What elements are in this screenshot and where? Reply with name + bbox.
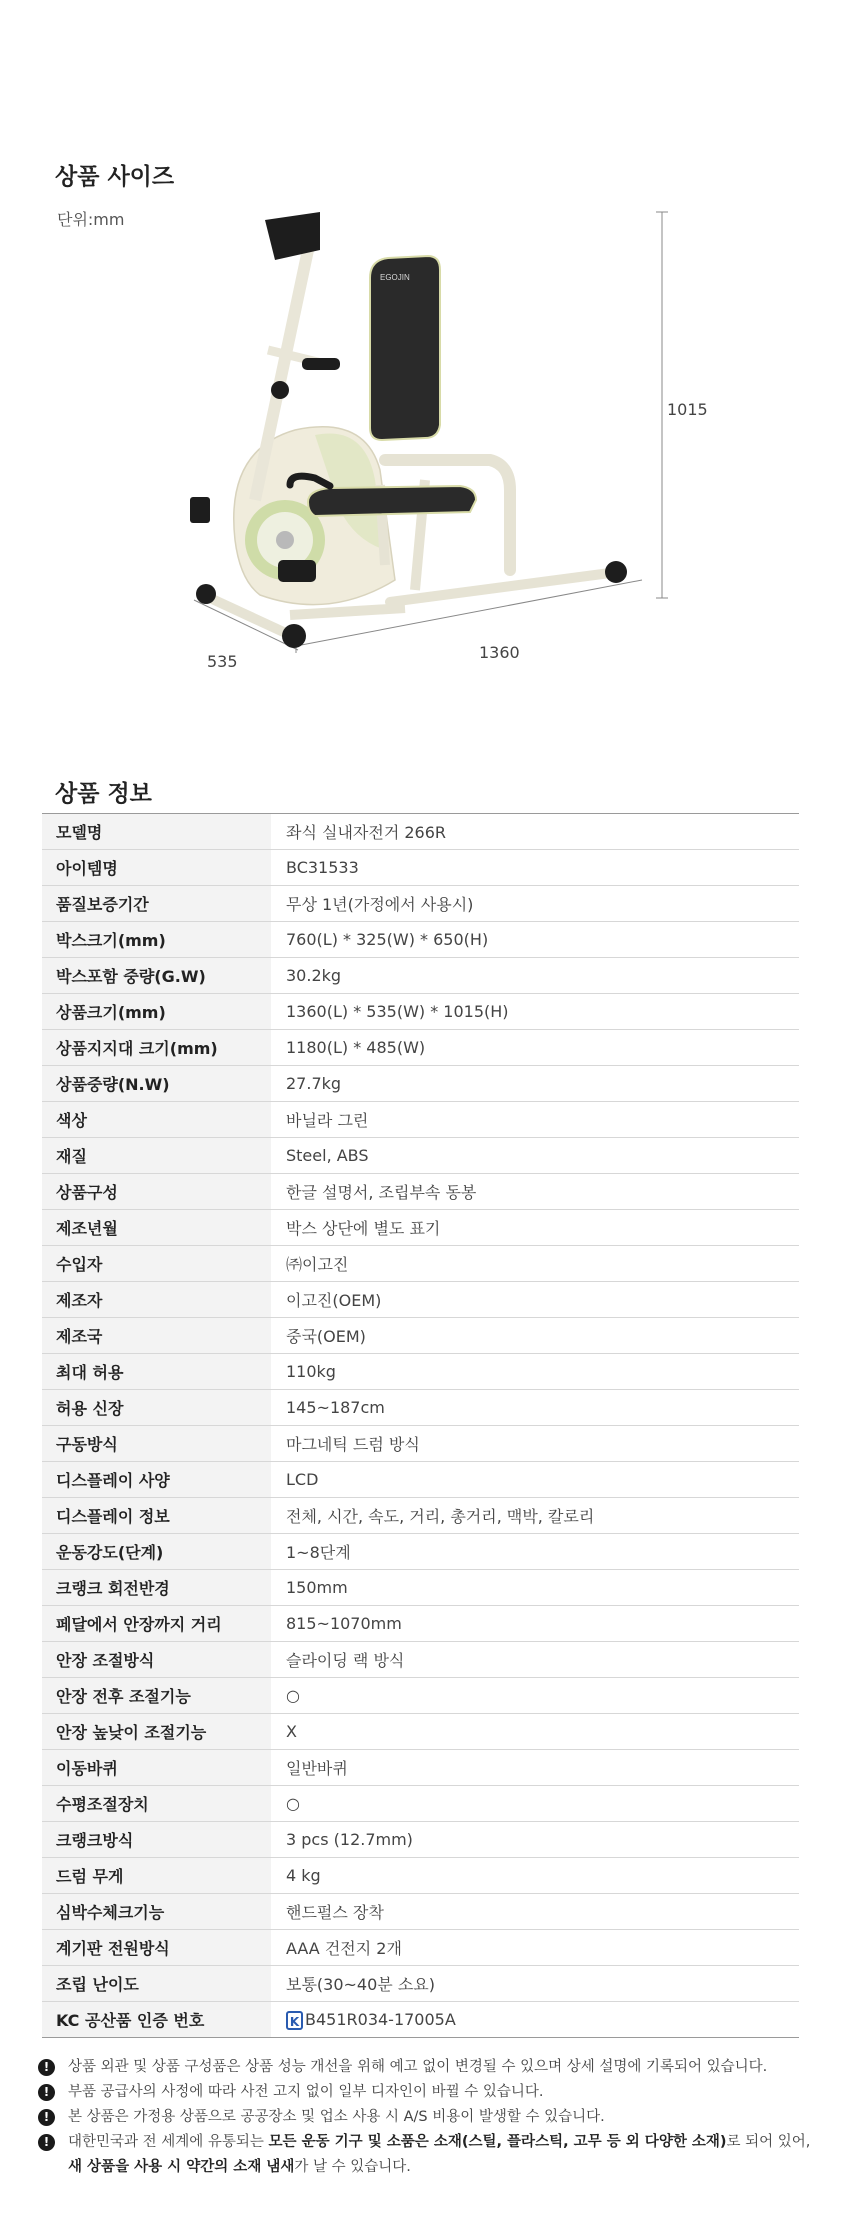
spec-label: 심박수체크기능: [42, 1894, 271, 1930]
backrest-logo: EGOJIN: [380, 273, 410, 282]
spec-value: 1~8단계: [271, 1534, 799, 1570]
table-row: [42, 1102, 799, 1138]
spec-value: 중국(OEM): [271, 1318, 799, 1354]
height-dimension: 1015: [667, 400, 708, 419]
spec-value: 4 kg: [271, 1858, 799, 1894]
table-row: [42, 1714, 799, 1750]
spec-label: 이동바퀴: [42, 1750, 271, 1786]
spec-value: [271, 2002, 799, 2038]
spec-label: 색상: [42, 1102, 271, 1138]
exclamation-icon: !: [38, 2109, 55, 2126]
table-row: [42, 1606, 799, 1642]
table-row: [42, 1642, 799, 1678]
spec-label: 아이템명: [42, 850, 271, 886]
table-row: [42, 1462, 799, 1498]
table-row: [42, 1786, 799, 1822]
spec-value: AAA 건전지 2개: [271, 1930, 799, 1966]
spec-label: 재질: [42, 1138, 271, 1174]
table-row: [42, 1246, 799, 1282]
spec-value: 마그네틱 드럼 방식: [271, 1426, 799, 1462]
table-row: [42, 814, 799, 850]
front-wheel-left-icon: [196, 584, 216, 604]
spec-value: 30.2kg: [271, 958, 799, 994]
spec-value: 145~187cm: [271, 1390, 799, 1426]
rear-wheel-icon: [605, 561, 627, 583]
table-row: [42, 1390, 799, 1426]
spec-label: 제조자: [42, 1282, 271, 1318]
pedal-icon: [278, 560, 316, 582]
spec-label: KC 공산품 인증 번호: [42, 2002, 271, 2038]
spec-label: 크랭크방식: [42, 1822, 271, 1858]
notice-item: ! 부품 공급사의 사정에 따라 사전 고지 없이 일부 디자인이 바뀔 수 있습니다.: [38, 2080, 828, 2105]
spec-label: 제조년월: [42, 1210, 271, 1246]
table-row: [42, 1966, 799, 2002]
table-row: [42, 1894, 799, 1930]
info-section-title: 상품 정보: [55, 781, 152, 807]
spec-label: 디스플레이 사양: [42, 1462, 271, 1498]
front-wheel-right-icon: [282, 624, 306, 648]
spec-value: ○: [271, 1786, 799, 1822]
table-row: [42, 922, 799, 958]
table-row: [42, 850, 799, 886]
spec-label: 구동방식: [42, 1426, 271, 1462]
spec-value: 한글 설명서, 조립부속 동봉: [271, 1174, 799, 1210]
spec-value: 3 pcs (12.7mm): [271, 1822, 799, 1858]
spec-label: 최대 허용: [42, 1354, 271, 1390]
table-row: [42, 1210, 799, 1246]
table-row: [42, 958, 799, 994]
spec-label: 계기판 전원방식: [42, 1930, 271, 1966]
spec-value: 815~1070mm: [271, 1606, 799, 1642]
length-dimension: 1360: [479, 643, 520, 662]
table-row: [42, 1570, 799, 1606]
spec-label: 안장 높낮이 조절기능: [42, 1714, 271, 1750]
table-row: [42, 1138, 799, 1174]
spec-label: 크랭크 회전반경: [42, 1570, 271, 1606]
table-row: [42, 1426, 799, 1462]
spec-label: 모델명: [42, 814, 271, 850]
spec-label: 안장 전후 조절기능: [42, 1678, 271, 1714]
spec-label: 상품크기(mm): [42, 994, 271, 1030]
spec-value: 무상 1년(가정에서 사용시): [271, 886, 799, 922]
spec-value: 일반바퀴: [271, 1750, 799, 1786]
kc-certification-icon: K: [286, 2011, 303, 2030]
table-row: [42, 1498, 799, 1534]
table-row: [42, 1318, 799, 1354]
spec-value: BC31533: [271, 850, 799, 886]
product-dimension-figure: [180, 210, 700, 680]
spec-label: 박스크기(mm): [42, 922, 271, 958]
spec-value: 좌식 실내자전거 266R: [271, 814, 799, 850]
table-row: [42, 886, 799, 922]
spec-value: 박스 상단에 별도 표기: [271, 1210, 799, 1246]
spec-label: 수입자: [42, 1246, 271, 1282]
spec-label: 허용 신장: [42, 1390, 271, 1426]
kc-number: B451R034-17005A: [305, 2009, 456, 2029]
table-row: [42, 1750, 799, 1786]
spec-value: 27.7kg: [271, 1066, 799, 1102]
spec-value: 바닐라 그린: [271, 1102, 799, 1138]
table-row: [42, 1354, 799, 1390]
notice-item: ! 본 상품은 가정용 상품으로 공공장소 및 업소 사용 시 A/S 비용이 발생할 수 있습니다.: [38, 2105, 828, 2130]
notice-list: [38, 2055, 828, 2180]
spec-value: ㈜이고진: [271, 1246, 799, 1282]
spec-table: [42, 813, 799, 2038]
exclamation-icon: !: [38, 2084, 55, 2101]
spec-label: 페달에서 안장까지 거리: [42, 1606, 271, 1642]
exclamation-icon: !: [38, 2059, 55, 2076]
size-section-title: 상품 사이즈: [55, 164, 175, 190]
spec-value: ○: [271, 1678, 799, 1714]
width-dimension: 535: [207, 652, 238, 671]
table-row: [42, 1858, 799, 1894]
table-row: [42, 1174, 799, 1210]
spec-label: 드럼 무게: [42, 1858, 271, 1894]
spec-label: 안장 조절방식: [42, 1642, 271, 1678]
table-row: [42, 1930, 799, 1966]
spec-value: 1180(L) * 485(W): [271, 1030, 799, 1066]
backrest-icon: [370, 256, 440, 440]
spec-label: 디스플레이 정보: [42, 1498, 271, 1534]
spec-label: 제조국: [42, 1318, 271, 1354]
spec-value: 760(L) * 325(W) * 650(H): [271, 922, 799, 958]
spec-value: 150mm: [271, 1570, 799, 1606]
spec-value: 핸드펄스 장착: [271, 1894, 799, 1930]
spec-value: LCD: [271, 1462, 799, 1498]
spec-value: 보통(30~40분 소요): [271, 1966, 799, 2002]
seat-cushion-icon: [308, 486, 476, 516]
notice-item: ! 대한민국과 전 세계에 유통되는 모든 운동 기구 및 소품은 소재(스틸, 플라스틱, 고무 등 외 다양한 소재)로 되어 있어, 새 상품을 사용 시 약간의 소재 냄새가 날 수 있습니다.: [38, 2130, 828, 2180]
spec-value: 110kg: [271, 1354, 799, 1390]
spec-value: 1360(L) * 535(W) * 1015(H): [271, 994, 799, 1030]
table-row: [42, 2002, 799, 2038]
table-row: [42, 1030, 799, 1066]
spec-label: 수평조절장치: [42, 1786, 271, 1822]
spec-label: 조립 난이도: [42, 1966, 271, 2002]
spec-label: 운동강도(단계): [42, 1534, 271, 1570]
exclamation-icon: !: [38, 2134, 55, 2151]
unit-label: 단위:mm: [57, 210, 125, 229]
spec-label: 상품지지대 크기(mm): [42, 1030, 271, 1066]
table-row: [42, 994, 799, 1030]
spec-label: 박스포함 중량(G.W): [42, 958, 271, 994]
notice-item: ! 상품 외관 및 상품 구성품은 상품 성능 개선을 위해 예고 없이 변경될 수 있으며 상세 설명에 기록되어 있습니다.: [38, 2055, 828, 2080]
spec-label: 상품구성: [42, 1174, 271, 1210]
table-row: [42, 1282, 799, 1318]
table-row: [42, 1534, 799, 1570]
spec-value: X: [271, 1714, 799, 1750]
table-row: [42, 1678, 799, 1714]
spec-value: 이고진(OEM): [271, 1282, 799, 1318]
table-row: [42, 1066, 799, 1102]
spec-label: 품질보증기간: [42, 886, 271, 922]
spec-value: 전체, 시간, 속도, 거리, 총거리, 맥박, 칼로리: [271, 1498, 799, 1534]
spec-label: 상품중량(N.W): [42, 1066, 271, 1102]
spec-value: Steel, ABS: [271, 1138, 799, 1174]
table-row: [42, 1822, 799, 1858]
spec-value: 슬라이딩 랙 방식: [271, 1642, 799, 1678]
